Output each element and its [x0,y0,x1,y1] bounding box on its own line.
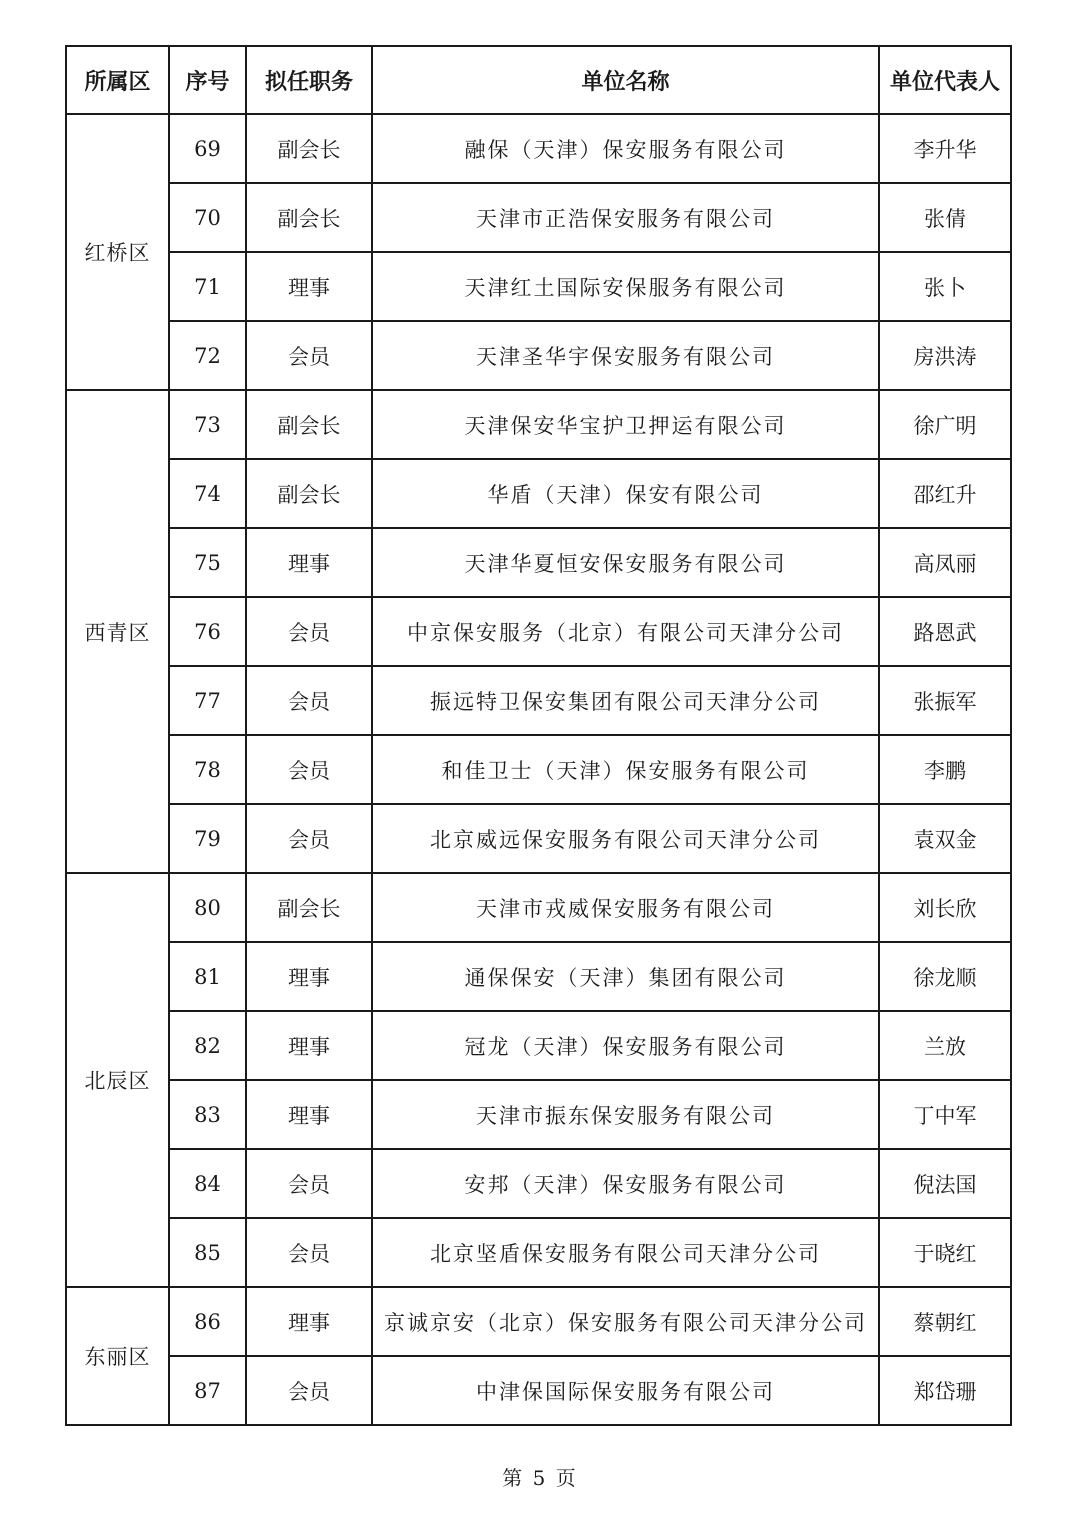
position-cell: 理事 [246,1287,372,1356]
position-cell: 理事 [246,1080,372,1149]
company-cell: 中津保国际保安服务有限公司 [372,1356,879,1425]
number-cell: 84 [169,1149,246,1218]
position-cell: 会员 [246,666,372,735]
company-cell: 华盾（天津）保安有限公司 [372,459,879,528]
district-cell: 西青区 [66,390,169,873]
representative-cell: 于晓红 [879,1218,1011,1287]
header-company: 单位名称 [372,46,879,114]
position-cell: 会员 [246,804,372,873]
table-row [66,873,1011,942]
company-cell: 北京威远保安服务有限公司天津分公司 [372,804,879,873]
position-cell: 副会长 [246,459,372,528]
header-position: 拟任职务 [246,46,372,114]
table-row [66,1080,1011,1149]
representative-cell: 郑岱珊 [879,1356,1011,1425]
header-number: 序号 [169,46,246,114]
table-row [66,666,1011,735]
number-cell: 81 [169,942,246,1011]
table-row [66,1149,1011,1218]
position-cell: 副会长 [246,114,372,183]
table-row [66,1356,1011,1425]
representative-cell: 徐广明 [879,390,1011,459]
position-cell: 副会长 [246,183,372,252]
position-cell: 会员 [246,597,372,666]
district-cell: 红桥区 [66,114,169,390]
company-cell: 天津圣华宇保安服务有限公司 [372,321,879,390]
number-cell: 74 [169,459,246,528]
company-cell: 冠龙（天津）保安服务有限公司 [372,1011,879,1080]
number-cell: 80 [169,873,246,942]
district-cell: 东丽区 [66,1287,169,1425]
number-cell: 79 [169,804,246,873]
company-cell: 天津华夏恒安保安服务有限公司 [372,528,879,597]
position-cell: 理事 [246,1011,372,1080]
table-row [66,321,1011,390]
number-cell: 85 [169,1218,246,1287]
representative-cell: 路恩武 [879,597,1011,666]
company-cell: 融保（天津）保安服务有限公司 [372,114,879,183]
table-row [66,942,1011,1011]
header-district: 所属区 [66,46,169,114]
representative-cell: 刘长欣 [879,873,1011,942]
number-cell: 72 [169,321,246,390]
position-cell: 会员 [246,735,372,804]
position-cell: 副会长 [246,873,372,942]
number-cell: 78 [169,735,246,804]
number-cell: 69 [169,114,246,183]
company-cell: 安邦（天津）保安服务有限公司 [372,1149,879,1218]
company-cell: 中京保安服务（北京）有限公司天津分公司 [372,597,879,666]
table-row [66,1011,1011,1080]
header-row [66,46,1011,114]
company-cell: 天津红土国际安保服务有限公司 [372,252,879,321]
position-cell: 会员 [246,1356,372,1425]
position-cell: 理事 [246,528,372,597]
number-cell: 76 [169,597,246,666]
table-row [66,1218,1011,1287]
company-cell: 京诚京安（北京）保安服务有限公司天津分公司 [372,1287,879,1356]
representative-cell: 房洪涛 [879,321,1011,390]
page-number: 第 5 页 [502,1466,578,1490]
member-roster-table [65,45,1012,1426]
representative-cell: 倪法国 [879,1149,1011,1218]
position-cell: 理事 [246,942,372,1011]
number-cell: 82 [169,1011,246,1080]
number-cell: 75 [169,528,246,597]
representative-cell: 高凤丽 [879,528,1011,597]
position-cell: 会员 [246,1218,372,1287]
number-cell: 70 [169,183,246,252]
table-row [66,804,1011,873]
table-row [66,735,1011,804]
roster-body [66,114,1011,1425]
position-cell: 副会长 [246,390,372,459]
representative-cell: 李鹏 [879,735,1011,804]
table-row [66,252,1011,321]
company-cell: 天津市振东保安服务有限公司 [372,1080,879,1149]
number-cell: 71 [169,252,246,321]
company-cell: 北京坚盾保安服务有限公司天津分公司 [372,1218,879,1287]
company-cell: 和佳卫士（天津）保安服务有限公司 [372,735,879,804]
company-cell: 天津市正浩保安服务有限公司 [372,183,879,252]
table-row [66,459,1011,528]
header-representative: 单位代表人 [879,46,1011,114]
table-row [66,528,1011,597]
number-cell: 83 [169,1080,246,1149]
number-cell: 77 [169,666,246,735]
representative-cell: 邵红升 [879,459,1011,528]
company-cell: 振远特卫保安集团有限公司天津分公司 [372,666,879,735]
position-cell: 会员 [246,321,372,390]
representative-cell: 丁中军 [879,1080,1011,1149]
number-cell: 73 [169,390,246,459]
representative-cell: 张振军 [879,666,1011,735]
table-row [66,390,1011,459]
position-cell: 理事 [246,252,372,321]
district-cell: 北辰区 [66,873,169,1287]
table-row [66,1287,1011,1356]
representative-cell: 李升华 [879,114,1011,183]
representative-cell: 张卜 [879,252,1011,321]
table-row [66,114,1011,183]
representative-cell: 徐龙顺 [879,942,1011,1011]
company-cell: 天津市戎威保安服务有限公司 [372,873,879,942]
number-cell: 87 [169,1356,246,1425]
representative-cell: 蔡朝红 [879,1287,1011,1356]
representative-cell: 张倩 [879,183,1011,252]
representative-cell: 兰放 [879,1011,1011,1080]
company-cell: 通保保安（天津）集团有限公司 [372,942,879,1011]
table-row [66,183,1011,252]
representative-cell: 袁双金 [879,804,1011,873]
company-cell: 天津保安华宝护卫押运有限公司 [372,390,879,459]
table-row [66,597,1011,666]
position-cell: 会员 [246,1149,372,1218]
number-cell: 86 [169,1287,246,1356]
